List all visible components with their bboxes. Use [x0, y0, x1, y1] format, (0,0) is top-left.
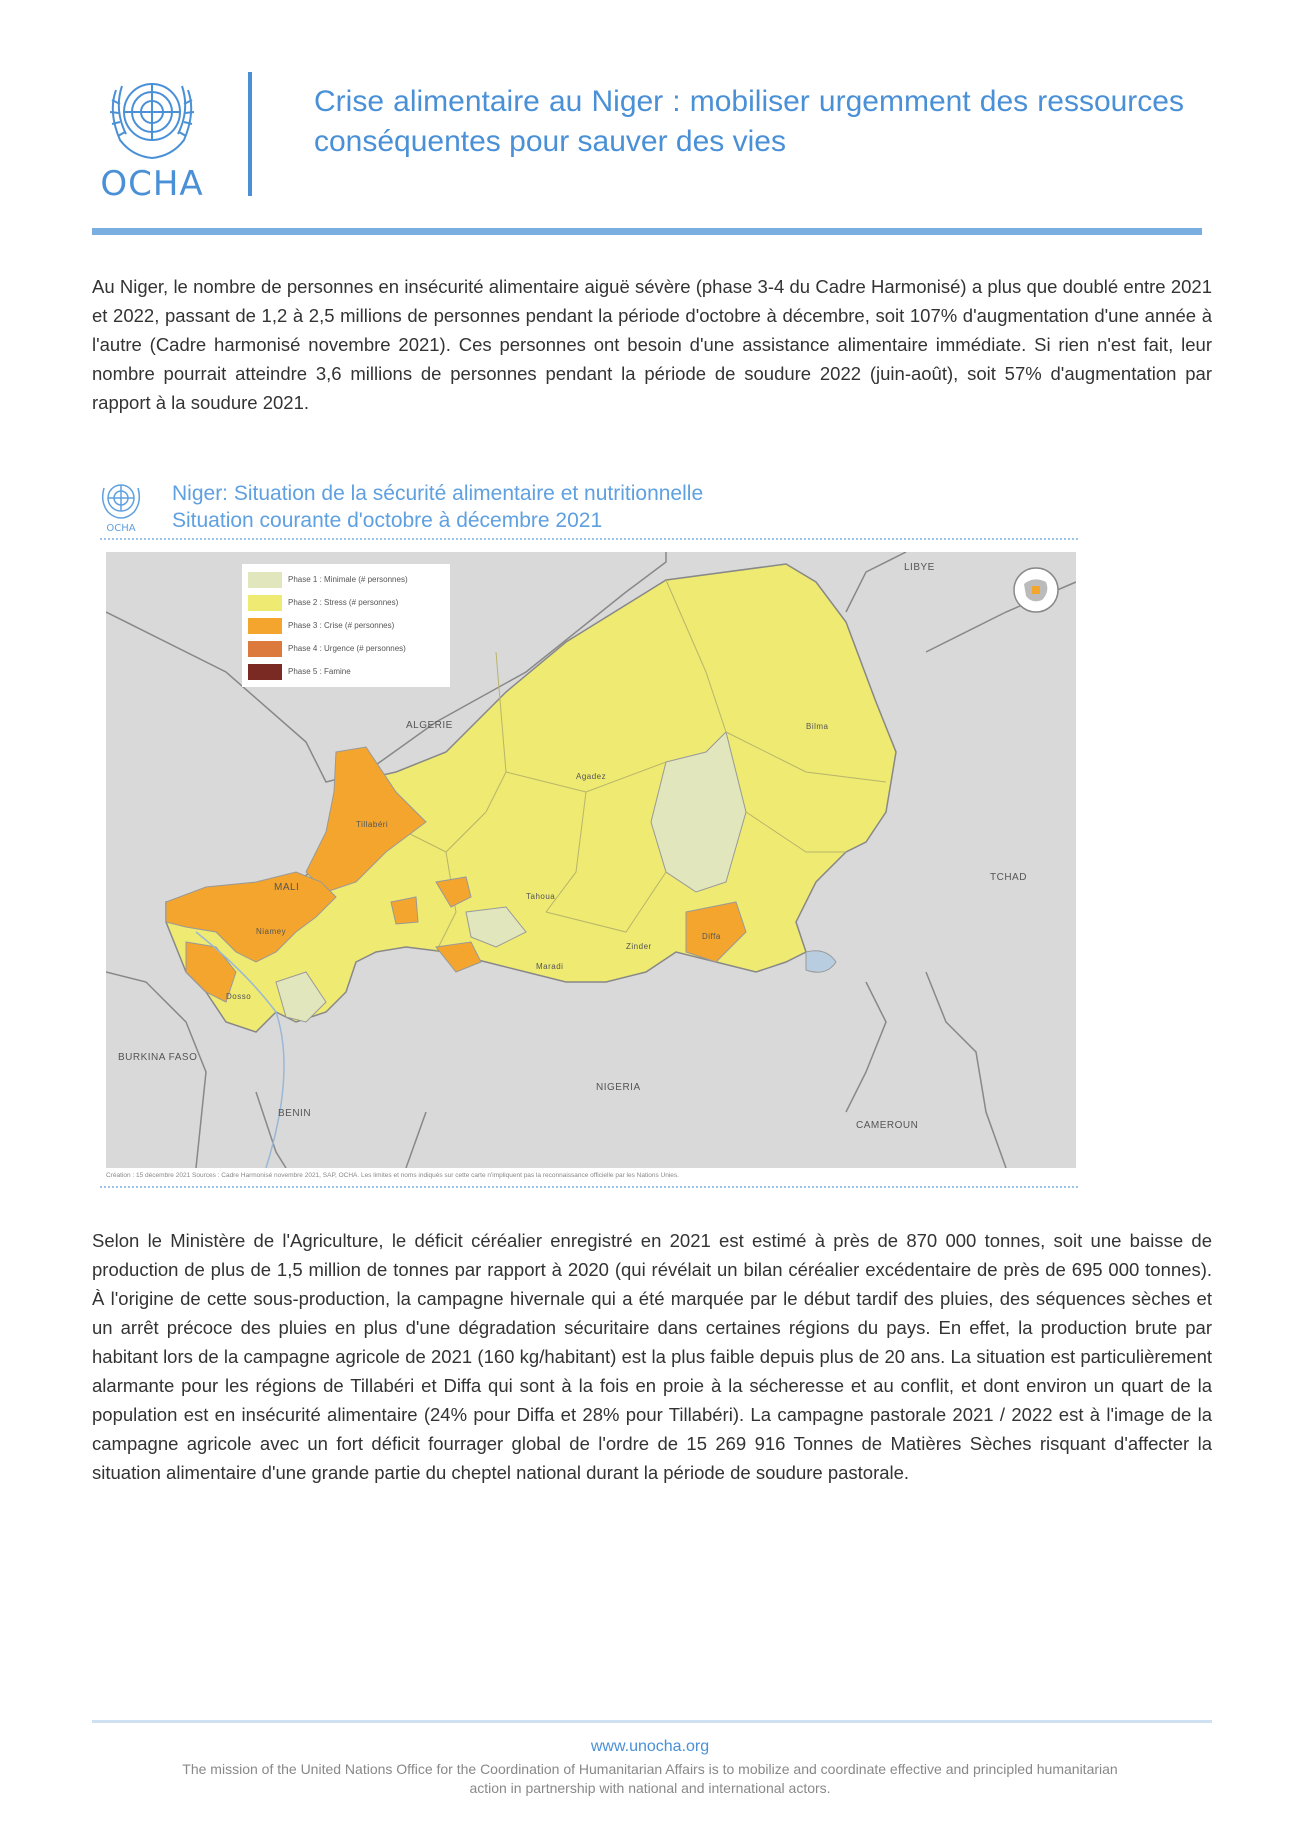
un-emblem-icon: [92, 60, 212, 164]
map-canvas: [106, 552, 1076, 1168]
lake-chad: [806, 951, 836, 972]
legend-label-phase1: Phase 1 : Minimale (# personnes): [288, 575, 408, 584]
region-label-tillaberi: Tillabéri: [356, 820, 389, 829]
page-title: Crise alimentaire au Niger : mobiliser urgemment des ressources conséquentes pour sauver des vies: [314, 85, 1184, 158]
ocha-logo: [92, 60, 212, 204]
legend-label-phase3: Phase 3 : Crise (# personnes): [288, 621, 395, 630]
footer-mission-statement: The mission of the United Nations Office for the Coordination of Humanitarian Affairs is to mobilize and coordinate effective and principled humanitarian action in partnership with national and international actors.: [182, 1761, 1118, 1796]
region-label-agadez: Agadez: [576, 772, 607, 781]
legend-swatch-phase3: [248, 618, 282, 634]
legend-item-phase4: [248, 637, 444, 660]
legend-label-phase2: Phase 2 : Stress (# personnes): [288, 598, 399, 607]
legend-item-phase5: [248, 660, 444, 683]
country-label-benin: BENIN: [278, 1108, 312, 1119]
ocha-logo-text: OCHA: [100, 164, 204, 204]
footer-rule: [92, 1720, 1212, 1723]
legend-item-phase2: [248, 591, 444, 614]
region-label-diffa: Diffa: [702, 932, 721, 941]
legend-label-phase4: Phase 4 : Urgence (# personnes): [288, 644, 406, 653]
intro-paragraph: Au Niger, le nombre de personnes en insécurité alimentaire aiguë sévère (phase 3-4 du Cadre Harmonisé) a plus que doublé entre 2021 et 2022, passant de 1,2 à 2,5 millions de personnes pendant la période d'octobre à décembre, soit 107% d'augmentation d'une année à l'autre (Cadre harmonisé novembre 2021). Ces personnes ont besoin d'une assistance alimentaire immédiate. Si rien n'est fait, leur nombre pourrait atteindre 3,6 millions de personnes pendant la période de soudure 2022 (juin-août), soit 57% d'augmentation par rapport à la soudure 2021.: [92, 276, 1212, 413]
country-label-cameroon: CAMEROUN: [856, 1120, 919, 1131]
legend-item-phase3: [248, 614, 444, 637]
map-title-line1: Niger: Situation de la sécurité alimentaire et nutritionnelle: [172, 482, 704, 505]
country-label-burkina: BURKINA FASO: [118, 1052, 198, 1063]
legend-item-phase1: [248, 568, 444, 591]
map-top-dotted-rule: [100, 538, 1078, 540]
legend-swatch-phase5: [248, 664, 282, 680]
legend-swatch-phase4: [248, 641, 282, 657]
locator-globe-icon: [1010, 564, 1062, 616]
region-label-dosso: Dosso: [226, 992, 252, 1001]
country-label-algeria: ALGERIE: [406, 720, 453, 731]
region-label-zinder: Zinder: [626, 942, 652, 951]
region-label-maradi: Maradi: [536, 962, 564, 971]
country-label-chad: TCHAD: [990, 872, 1027, 883]
map-title: [172, 480, 703, 534]
region-label-niamey: Niamey: [256, 927, 287, 936]
legend-swatch-phase2: [248, 595, 282, 611]
region-label-bilma: Bilma: [806, 722, 829, 731]
country-label-libya: LIBYE: [904, 562, 935, 573]
footer-url-link[interactable]: www.unocha.org: [590, 1738, 710, 1755]
map-bottom-dotted-rule: [100, 1186, 1078, 1188]
legend-label-phase5: Phase 5 : Famine: [288, 667, 351, 676]
map-title-line2: Situation courante d'octobre à décembre 2021: [172, 509, 603, 532]
body-paragraph: Selon le Ministère de l'Agriculture, le déficit céréalier enregistré en 2021 est estimé à près de 870 000 tonnes, soit une baisse de production de plus de 1,5 million de tonnes par rapport à 2020 (qui révélait un bilan céréalier excédentaire de près de 695 000 tonnes). À l'origine de cette sous-production, la campagne hivernale qui a été marquée par le début tardif des pluies, des séquences sèches et un arrêt précoce des pluies en plus d'une dégradation sécuritaire dans certaines régions du pays. En effet, la production brute par habitant lors de la campagne agricole de 2021 (160 kg/habitant) est la plus faible depuis plus de 20 ans. La situation est particulièrement alarmante pour les régions de Tillabéri et Diffa qui sont à la fois en proie à la sécheresse et au conflit, et dont environ un quart de la population est en insécurité alimentaire (24% pour Diffa et 28% pour Tillabéri). La campagne pastorale 2021 / 2022 est à l'image de la campagne agricole avec un fort déficit fourrager global de l'ordre de 15 269 916 Tonnes de Matières Sèches risquant d'affecter la situation alimentaire d'une grande partie du cheptel national durant la période de soudure pastorale.: [92, 1230, 1212, 1483]
map-figure: [98, 470, 1083, 1190]
map-logo-text: OCHA: [106, 523, 136, 534]
region-label-tahoua: Tahoua: [526, 892, 556, 901]
header-divider: [248, 72, 252, 196]
country-label-nigeria: NIGERIA: [596, 1082, 641, 1093]
map-source-note: Création : 15 décembre 2021 Sources : Cadre Harmonisé novembre 2021, SAP, OCHA. Les limites et noms indiqués sur cette carte n'impliquent pas la reconnaissance officielle par les Nations Unies.: [106, 1172, 679, 1179]
map-legend: [242, 564, 450, 687]
legend-swatch-phase1: [248, 572, 282, 588]
ocha-small-logo-icon: [98, 478, 144, 534]
header-rule: [92, 228, 1202, 235]
region-phase3-tahoua-east: [391, 897, 418, 924]
country-label-mali: MALI: [274, 882, 300, 893]
